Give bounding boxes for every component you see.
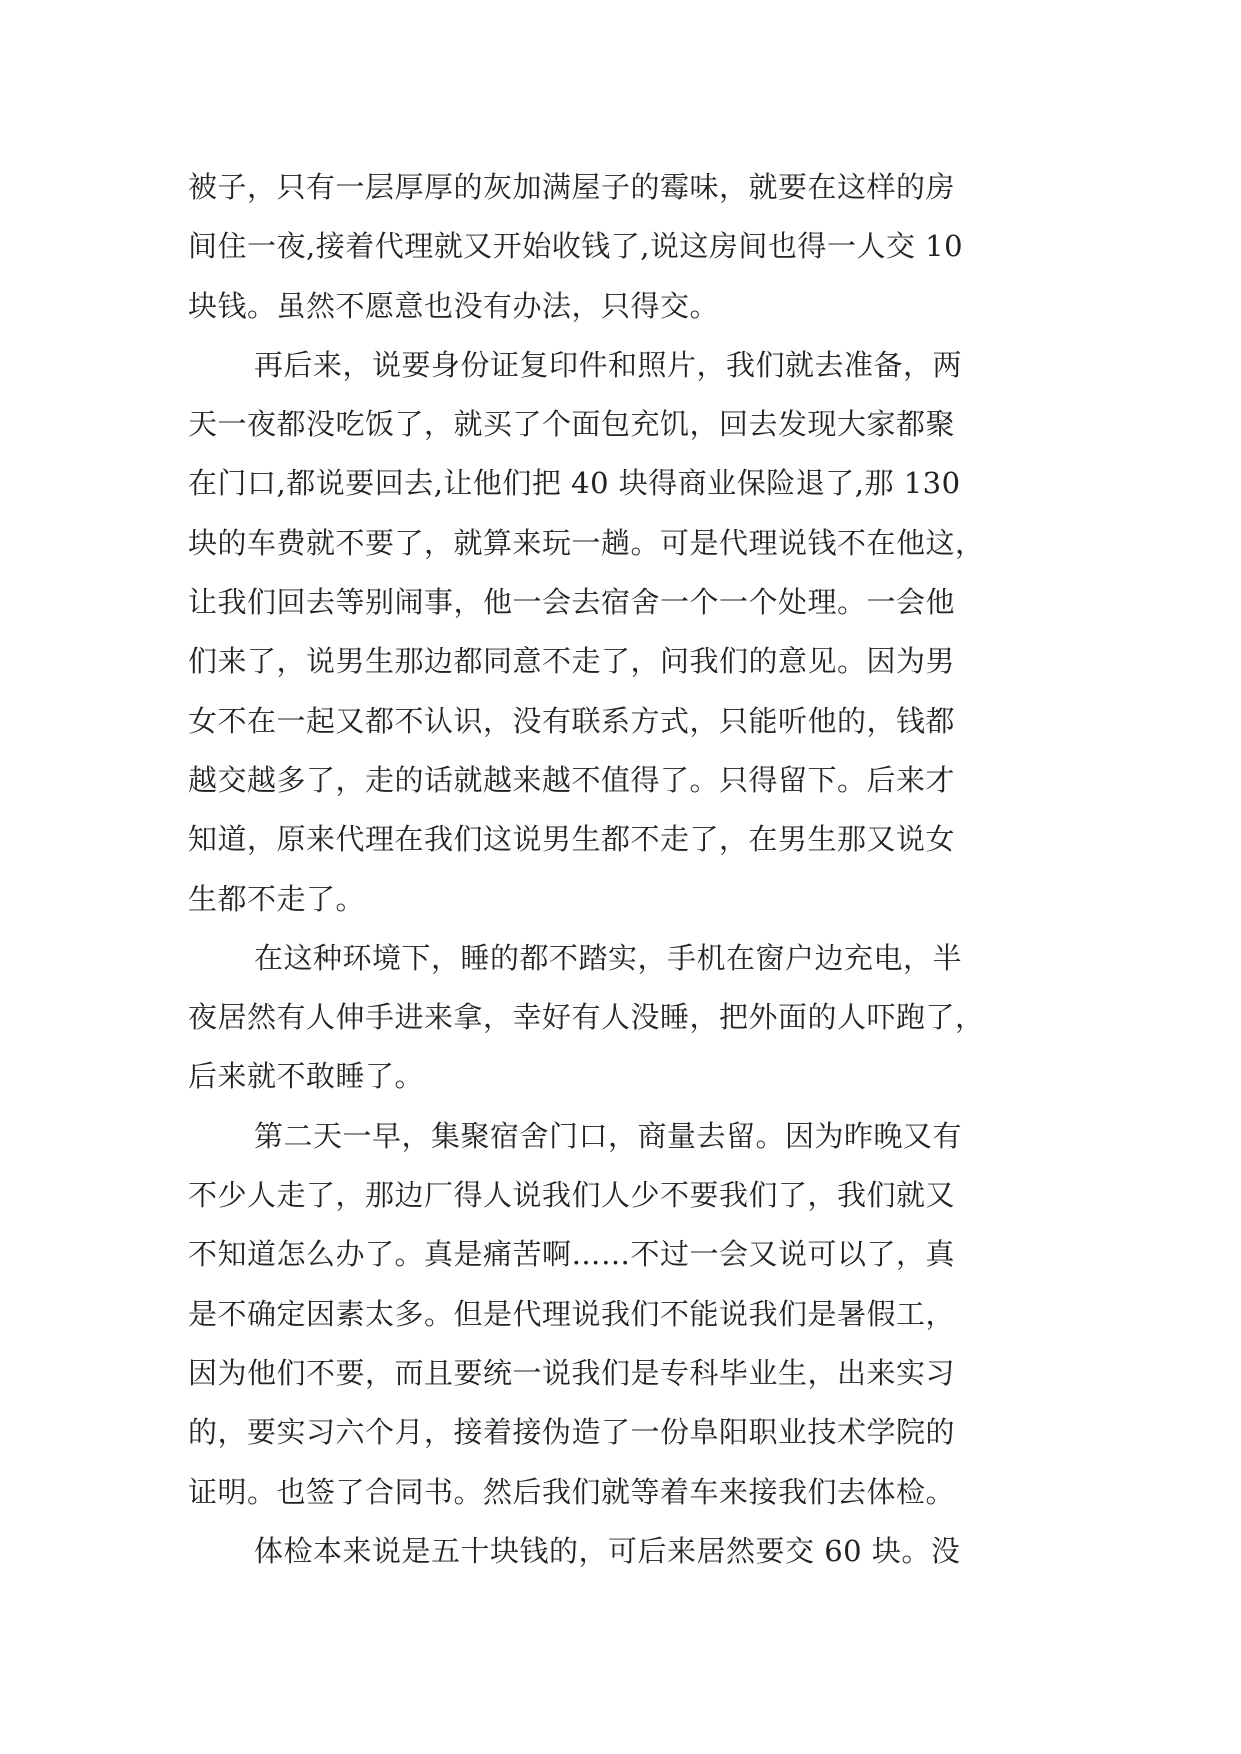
text-line: 块的车费就不要了，就算来玩一趟。可是代理说钱不在他这， <box>188 525 985 560</box>
text-line: 间住一夜,接着代理就又开始收钱了,说这房间也得一人交 10 <box>188 229 964 264</box>
text-line: 女不在一起又都不认识，没有联系方式，只能听他的，钱都 <box>188 703 956 738</box>
text-line: 知道，原来代理在我们这说男生都不走了，在男生那又说女 <box>188 822 956 857</box>
text-line: 的，要实习六个月，接着接伪造了一份阜阳职业技术学院的 <box>188 1415 956 1450</box>
text-line: 体检本来说是五十块钱的，可后来居然要交 60 块。没 <box>254 1533 961 1568</box>
body-text <box>188 158 1068 1581</box>
text-line: 块钱。虽然不愿意也没有办法，只得交。 <box>188 288 720 323</box>
text-line: 生都不走了。 <box>188 881 366 916</box>
text-line: 越交越多了，走的话就越来越不值得了。只得留下。后来才 <box>188 762 956 797</box>
text-line: 证明。也签了合同书。然后我们就等着车来接我们去体检。 <box>188 1474 956 1509</box>
text-line: 后来就不敢睡了。 <box>188 1059 425 1094</box>
text-line: 夜居然有人伸手进来拿，幸好有人没睡，把外面的人吓跑了， <box>188 1000 985 1035</box>
text-line: 不知道怎么办了。真是痛苦啊……不过一会又说可以了，真 <box>188 1237 956 1272</box>
text-line: 因为他们不要，而且要统一说我们是专科毕业生，出来实习 <box>188 1355 956 1390</box>
text-line: 被子，只有一层厚厚的灰加满屋子的霉味，就要在这样的房 <box>188 170 956 204</box>
text-line: 是不确定因素太多。但是代理说我们不能说我们是暑假工， <box>188 1296 956 1331</box>
text-line: 再后来，说要身份证复印件和照片，我们就去准备，两 <box>254 347 963 382</box>
text-line: 天一夜都没吃饭了，就买了个面包充饥，回去发现大家都聚 <box>188 407 956 442</box>
text-line: 让我们回去等别闹事，他一会去宿舍一个一个处理。一会他 <box>188 585 956 620</box>
text-line: 第二天一早，集聚宿舍门口，商量去留。因为昨晚又有 <box>254 1118 963 1153</box>
text-line: 在门口,都说要回去,让他们把 40 块得商业保险退了,那 130 <box>188 466 961 501</box>
text-line: 在这种环境下，睡的都不踏实，手机在窗户边充电，半 <box>254 940 963 975</box>
text-line: 们来了，说男生那边都同意不走了，问我们的意见。因为男 <box>188 644 956 679</box>
text-line: 不少人走了，那边厂得人说我们人少不要我们了，我们就又 <box>188 1178 956 1213</box>
